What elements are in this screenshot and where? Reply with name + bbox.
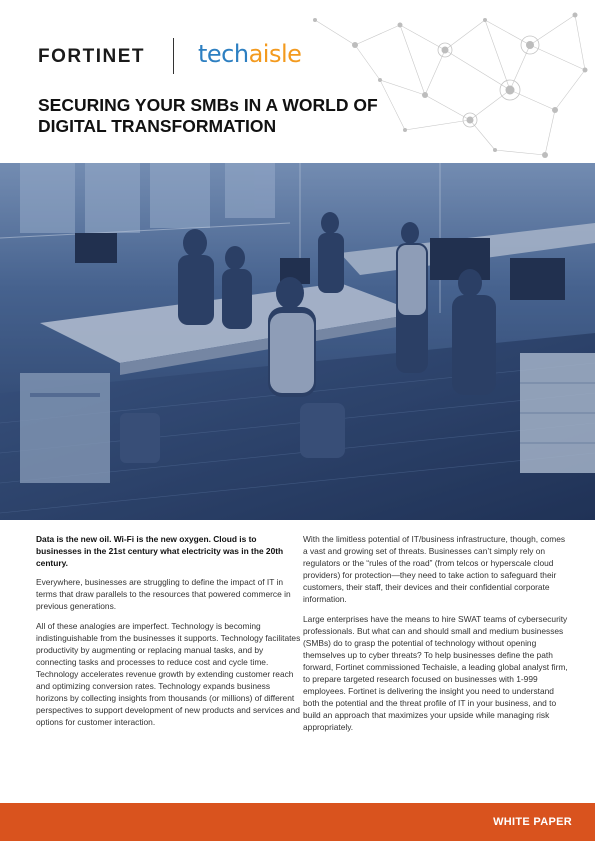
techaisle-logo-aisle: aisle bbox=[248, 40, 302, 68]
fortinet-logo bbox=[38, 46, 145, 68]
body-paragraph: With the limitless potential of IT/business infrastructure, though, comes a vast and growing set of threats. Businesses can’t simply rely on regulators or the “rules of the road” (from telcos or hyperscale cloud providers) for protection—they need to take action to safeguard their customers, their staff, their devices and their confidential corporate information. bbox=[303, 534, 566, 605]
footer-bar bbox=[0, 803, 595, 841]
logo-divider bbox=[173, 38, 174, 74]
document-type-label: WHITE PAPER bbox=[493, 816, 572, 828]
body-paragraph: Everywhere, businesses are struggling to define the impact of IT in terms that draw parallels to the resources that powered commerce in previous generations. bbox=[36, 577, 291, 612]
title-line-1: SECURING YOUR SMBs IN A WORLD OF bbox=[38, 95, 378, 115]
lead-paragraph: Data is the new oil. Wi-Fi is the new oxygen. Cloud is to businesses in the 21st century what electricity was in the 20th century. bbox=[36, 534, 284, 569]
techaisle-logo-tech: tech bbox=[198, 40, 249, 68]
body-right-column bbox=[303, 533, 570, 741]
hero-office-photo bbox=[0, 163, 595, 520]
body-left-column bbox=[36, 533, 303, 735]
body-paragraph: Large enterprises have the means to hire SWAT teams of cybersecurity professionals. But what can and should small and medium businesses (SMBs) do to grasp the potential of technology without opening themselves up to cyber threats? To help businesses define the path forward, Fortinet commissioned Techaisle, a leading global analyst firm, to prepare targeted research focused on businesses with 1-999 employees. Fortinet is delivering the insight you need to understand both the potential and the threat profile of IT in your business, and to build an approach that maximizes your upside while managing risk appropriately. bbox=[303, 613, 568, 733]
body-paragraph: All of these analogies are imperfect. Technology is becoming indistinguishable from the businesses it supports. Technology facilitates productivity by augmenting or replacing manual tasks, and by connecting tasks and processes to reduce cost and cycle time. Technology accelerates revenue growth by extending customer reach and optimizing conversion rates. Technology expands business horizons by collecting insights from thousands (or millions) of different perspectives to support development of new products and services and options for customer interaction. bbox=[36, 620, 301, 728]
fortinet-logo-text: FORTINET bbox=[38, 46, 145, 67]
document-title bbox=[38, 95, 458, 137]
network-graphic bbox=[295, 0, 595, 170]
title-line-2: DIGITAL TRANSFORMATION bbox=[38, 116, 277, 136]
techaisle-logo bbox=[198, 40, 301, 68]
